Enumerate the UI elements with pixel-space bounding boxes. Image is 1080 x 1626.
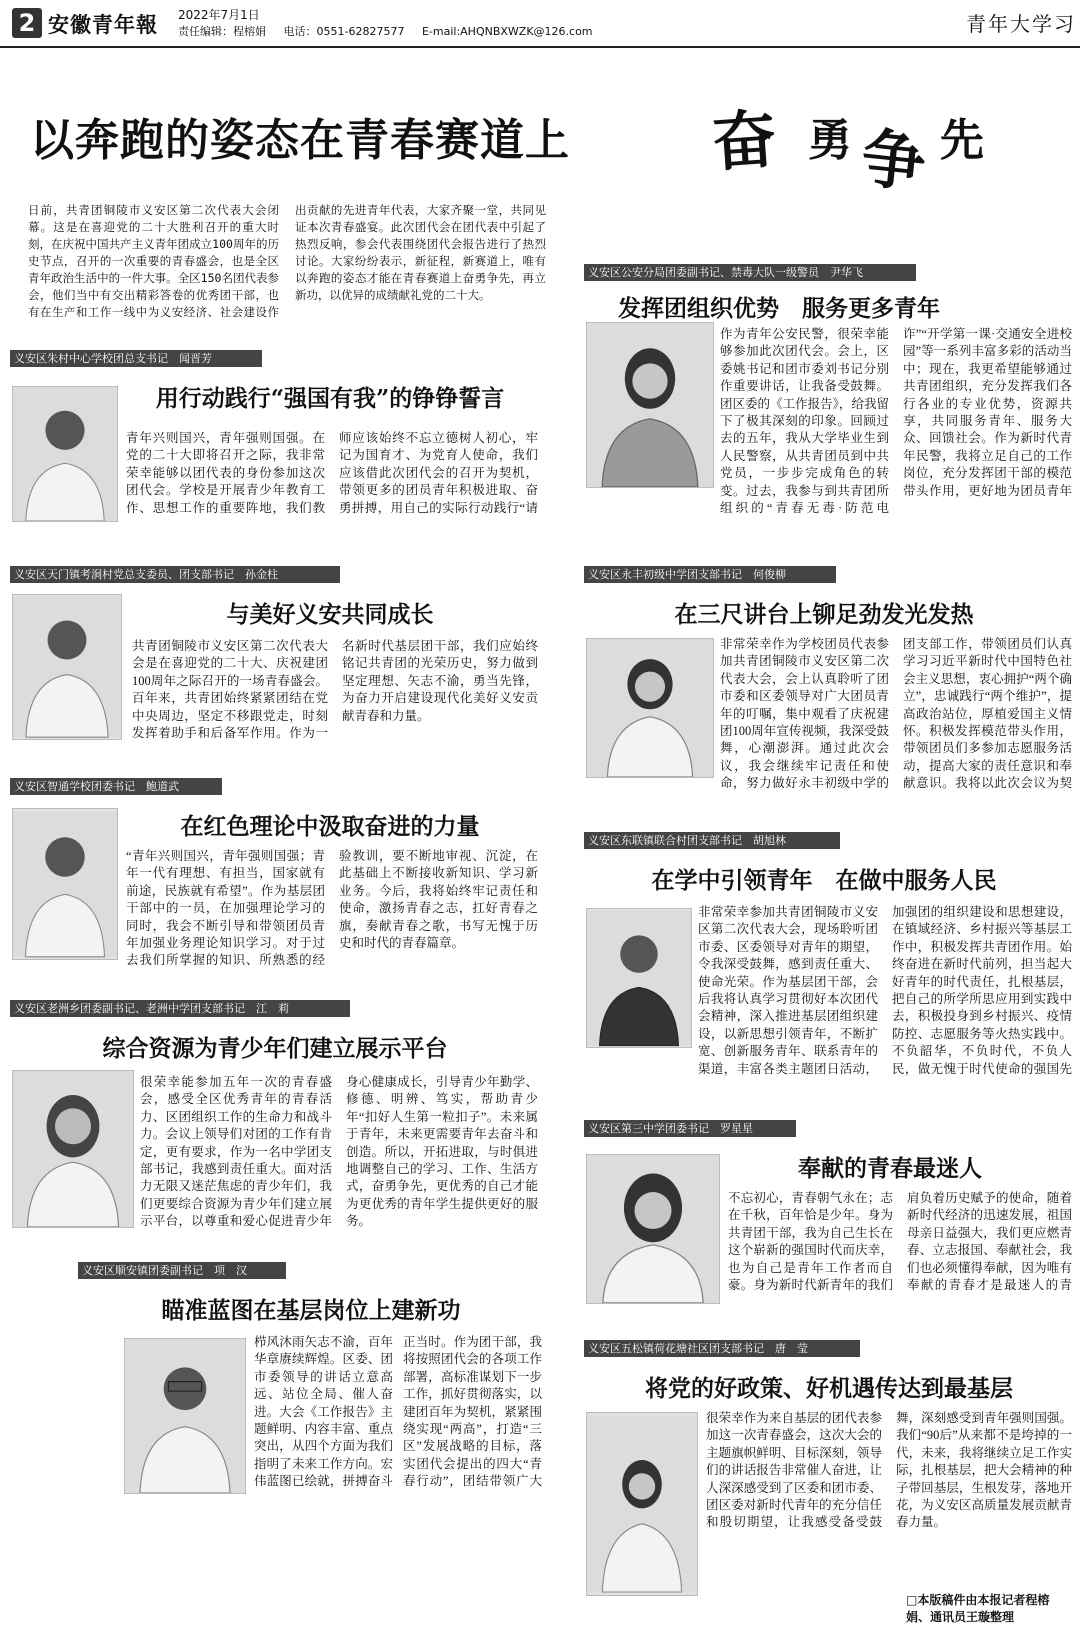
article-title: 用行动践行“强国有我”的铮铮誓言 — [155, 385, 505, 412]
article-byline: 义安区东联镇联合村团支部书记 胡旭林 — [584, 832, 840, 849]
page-number: 2 — [12, 8, 42, 38]
headline-char-fen: 奋 — [709, 101, 779, 182]
article-photo — [586, 908, 692, 1048]
article-9 — [584, 1120, 1074, 1310]
article-title: 与美好义安共同成长 — [226, 601, 434, 628]
article-2 — [10, 566, 540, 746]
portrait-icon — [125, 1339, 245, 1493]
editor: 责任编辑：程榕娟 — [178, 25, 266, 38]
article-title: 将党的好政策、好机遇传达到最基层 — [645, 1375, 1013, 1402]
article-byline: 义安区朱村中心学校团总支书记 闻晋芳 — [10, 350, 262, 367]
editor-line — [178, 23, 607, 39]
article-8 — [584, 832, 1074, 1092]
article-body: 作为青年公安民警，很荣幸能够参加此次团代会。会上，区委姚书记和团市委刘书记分别作重要讲话，让我备受鼓舞。团区委的《工作报告》，给我留下了极其深刻的印象。回顾过去的五年，我从大学毕业生到人民警察，从共青团员到中共党员，一步步完成角色的转变。过去，我参与到共青团所组织的“青春无毒·防范电诈”“开学第一课·交通安全进校园”等一系列丰富多彩的活动当中；现在，我更希望能够通过共青团组织，充分发挥我们各行各业的专业优势，资源共享，共同服务青年、服务大众、回馈社会。作为新时代青年民警，我将立足自己的工作岗位，充分发挥团干部的模范带头作用，更好地为团员青年 — [720, 327, 1072, 516]
article-title: 在红色理论中汲取奋进的力量 — [180, 813, 480, 840]
article-body: 不忘初心，青春朝气永在；志在千秋，百年恰是少年。身为共青团干部，我为自己生长在这个崭新的强国时代而庆幸，也为自己是青年工作者而自豪。身为新时代新青年的我们肩负着历史赋予的使命，随着新时代经济的迅速发展，祖国母亲日益强大，我们更应燃青春、立志报国、奉献社会，我们也必须懂得奉献，因为唯有奉献的青春才是最迷人的青 — [728, 1191, 1072, 1293]
credit-line: □本版稿件由本报记者程榕娟、通讯员王璇整理 — [906, 1593, 1050, 1624]
article-3 — [10, 778, 540, 974]
masthead — [0, 0, 1080, 48]
article-7 — [584, 566, 1074, 806]
article-body: 很荣幸能参加五年一次的青春盛会，感受全区优秀青年的青春活力、区团组织工作的生命力和战斗力。会议上领导们对团的工作有肯定，更有要求，作为一名中学团支部书记，我感到责任重大。面对活力无限又迷茫焦虑的青少年们，我们更要综合资源为青少年们建立展示平台，以尊重和爱心促进青少年身心健康成长，引导青少年勤学、修德、明辨、笃实，帮助青少年“扣好人生第一粒扣子”。未来属于青年，未来更需要青年去奋斗和创造。所以，开拓进取，与时俱进地调整自己的学习、工作、生活方式，奋勇争先，更优秀的自己才能为更优秀的青年学生提供更好的服务。 — [140, 1075, 538, 1229]
intro-paragraph: 日前，共青团铜陵市义安区第二次代表大会闭幕。这是在喜迎党的二十大胜利召开的重大时刻，在庆祝中国共产主义青年团成立100周年的历史节点，召开的一次重要的青春盛会，也是全区青年政治生活中的一件大事。全区150名团代表参会，他们当中有交出精彩答卷的优秀团干部，也有在生产和工作一线中为义安经济、社会建设作出贡献的先进青年代表，大家齐聚一堂，共同见证本次青春盛宴。此次团代会在团代表中引起了热烈反响，参会代表围绕团代会报告进行了热烈讨论。大家纷纷表示，新征程，新赛道上，唯有以奔跑的姿态才能在青春赛道上奋勇争先，再立新功，以优异的成绩献礼党的二十大。 — [28, 203, 546, 319]
article-photo — [12, 808, 118, 960]
article-10 — [584, 1340, 1074, 1624]
portrait-icon — [13, 809, 117, 959]
article-title: 奉献的青春最迷人 — [798, 1155, 982, 1182]
article-photo — [586, 1154, 720, 1304]
article-1 — [10, 350, 540, 530]
article-byline: 义安区天门镇考涧村党总支委员、团支部书记 孙金柱 — [10, 566, 340, 583]
portrait-icon — [587, 639, 713, 777]
article-photo — [12, 594, 122, 740]
main-headline: 以奔跑的姿态在青春赛道上 — [30, 115, 570, 166]
article-photo — [586, 1412, 698, 1596]
article-body: 非常荣幸作为学校团员代表参加共青团铜陵市义安区第二次代表大会，会上认真聆听了团市委和区委领导对广大团员青年的叮嘱，集中观看了庆祝建团100周年宣传视频，我深受鼓舞，心潮澎湃。通过此次会议，我会继续牢记责任和使命，努力做好永丰初级中学的团支部工作，带领团员们认真学习习近平新时代中国特色社会主义思想，衷心拥护“两个确立”，忠诚践行“两个维护”，提高政治站位，厚植爱国主义情怀。积极发挥模范带头作用，带领团员们多参加志愿服务活动，提高大家的责任意识和奉献意识。我将以此次会议为契 — [720, 637, 1072, 791]
article-title: 瞄准蓝图在基层岗位上建新功 — [161, 1297, 461, 1324]
article-body: 非常荣幸参加共青团铜陵市义安区第二次代表大会，现场聆听团市委、区委领导对青年的期望，令我深受鼓舞，感到责任重大、使命光荣。作为基层团干部，会后我将认真学习贯彻好本次团代会精神，深入推进基层团组织建设，以新思想引领青年，不断扩宽、创新服务青年、联系青年的渠道，丰富各类主题团日活动，加强团的组织建设和思想建设，在镇域经济、乡村振兴等基层工作中，积极发挥共青团作用。始终奋进在新时代前列，担当起大好青年的时代责任，扎根基层，把自己的所学所思应用到实践中去，积极投身到乡村振兴、疫情防控、志愿服务等火热实践中。不负韶华，不负时代，不负人民，做无愧于时代使命的强国先 — [698, 905, 1072, 1076]
article-title: 在学中引领青年 在做中服务人民 — [651, 867, 997, 894]
article-byline: 义安区顺安镇团委副书记 项 汉 — [78, 1262, 286, 1279]
portrait-icon — [587, 909, 691, 1047]
portrait-icon — [13, 387, 117, 521]
email: E-mail:AHQNBXWZK@126.com — [421, 25, 593, 38]
article-body: 很荣幸作为来自基层的团代表参加这一次青春盛会，这次大会的主题旗帜鲜明、目标深刻，领导们的讲话报告非常催人奋进，让人深深感受到了区委和团市委、团区委对新时代青年的充分信任和殷切期望，让我感受备受鼓舞，深刻感受到青年强则国强。我们“90后”从来都不是垮掉的一代，未来，我将继续立足工作实际，扎根基层，把大会精神的种子带回基层，生根发芽，落地开花，为义安区高质量发展贡献青春力量。 — [706, 1411, 1072, 1530]
article-photo — [12, 386, 118, 522]
portrait-icon — [587, 1413, 697, 1595]
article-byline: 义安区五松镇荷花塘社区团支部书记 唐 莹 — [584, 1340, 860, 1357]
portrait-icon — [13, 1071, 133, 1227]
article-photo — [12, 1070, 134, 1228]
article-4 — [10, 1000, 540, 1240]
article-byline: 义安区老洲乡团委副书记、老洲中学团支部书记 江 莉 — [10, 1000, 350, 1017]
issue-date: 2022年7月1日 — [178, 8, 260, 22]
article-byline: 义安区智通学校团委书记 鲍道武 — [10, 778, 222, 795]
article-photo — [586, 638, 714, 778]
article-body: 栉风沐雨矢志不渝，百年华章赓续辉煌。区委、团市委领导的讲话立意高远、站位全局、催人奋进。大会《工作报告》主题鲜明、内容丰富、重点突出，从四个方面为我们指明了未来工作方向。宏伟蓝图已绘就，拼搏奋斗正当时。作为团干部，我将按照团代会的各项工作部署，高标准谋划下一步工作，抓好贯彻落实，以建团百年为契机，紧紧围绕实现“两高”，打造“三区”发展战略的目标，落实团代会提出的四大“青春行动”，团结带领广大 — [254, 1335, 542, 1489]
article-photo — [586, 322, 714, 488]
article-5 — [78, 1262, 544, 1502]
portrait-icon — [587, 1155, 719, 1303]
headline-char-xian: 先 — [940, 115, 984, 166]
article-photo — [124, 1338, 246, 1494]
article-6 — [584, 264, 1074, 536]
portrait-icon — [13, 595, 121, 739]
article-title: 在三尺讲台上铆足劲发光发热 — [674, 601, 974, 628]
article-byline: 义安区第三中学团委书记 罗星星 — [584, 1120, 796, 1137]
article-body: “青年兴则国兴，青年强则国强；青年一代有理想、有担当，国家就有前途，民族就有希望”。作为基层团干部中的一员，在加强理论学习的同时，我会不断引导和带领团员青年加强业务理论知识学习。对于过去我们所掌握的知识、所熟悉的经验教训，要不断地审视、沉淀，在此基础上不断接收新知识、学习新业务。今后，我将始终牢记责任和使命，激扬青春之志，扛好青春之旗，奏献青春之歌，书写无愧于历史和时代的青春篇章。 — [126, 849, 538, 968]
article-byline: 义安区公安分局团委副书记、禁毒大队一级警员 尹华飞 — [584, 264, 916, 281]
article-byline: 义安区永丰初级中学团支部书记 何俊柳 — [584, 566, 836, 583]
section-name: 青年大学习 — [966, 12, 1076, 36]
article-body: 青年兴则国兴，青年强则国强。在党的二十大即将召开之际，我非常荣幸能够以团代表的身份参加这次团代会。学校是开展青少年教育工作、思想工作的重要阵地，我们教师应该始终不忘立德树人初心，牢记为国育才、为党育人使命，我们应该借此次团代会的召开为契机，带领更多的团员青年积极进取、奋勇拼搏，用自己的实际行动践行“请 — [126, 431, 538, 515]
newspaper-name: 安徽青年報 — [48, 12, 158, 37]
headline-char-zheng: 争 — [857, 120, 930, 203]
article-title: 综合资源为青少年们建立展示平台 — [102, 1035, 448, 1062]
headline-char-yong: 勇 — [808, 115, 852, 166]
phone: 电话：0551-62827577 — [283, 25, 405, 38]
article-title: 发挥团组织优势 服务更多青年 — [618, 295, 940, 322]
article-body: 共青团铜陵市义安区第二次代表大会是在喜迎党的二十大、庆祝建团100周年之际召开的一场青春盛会。百年来，共青团始终紧紧团结在党中央周边，坚定不移跟党走，时刻发挥着助手和后备军作用。作为一名新时代基层团干部，我们应始终铭记共青团的光荣历史，努力做到坚定理想、矢志不渝，勇当先锋，为奋力开启建设现代化美好义安贡献青春和力量。 — [132, 639, 538, 741]
portrait-icon — [587, 323, 713, 487]
